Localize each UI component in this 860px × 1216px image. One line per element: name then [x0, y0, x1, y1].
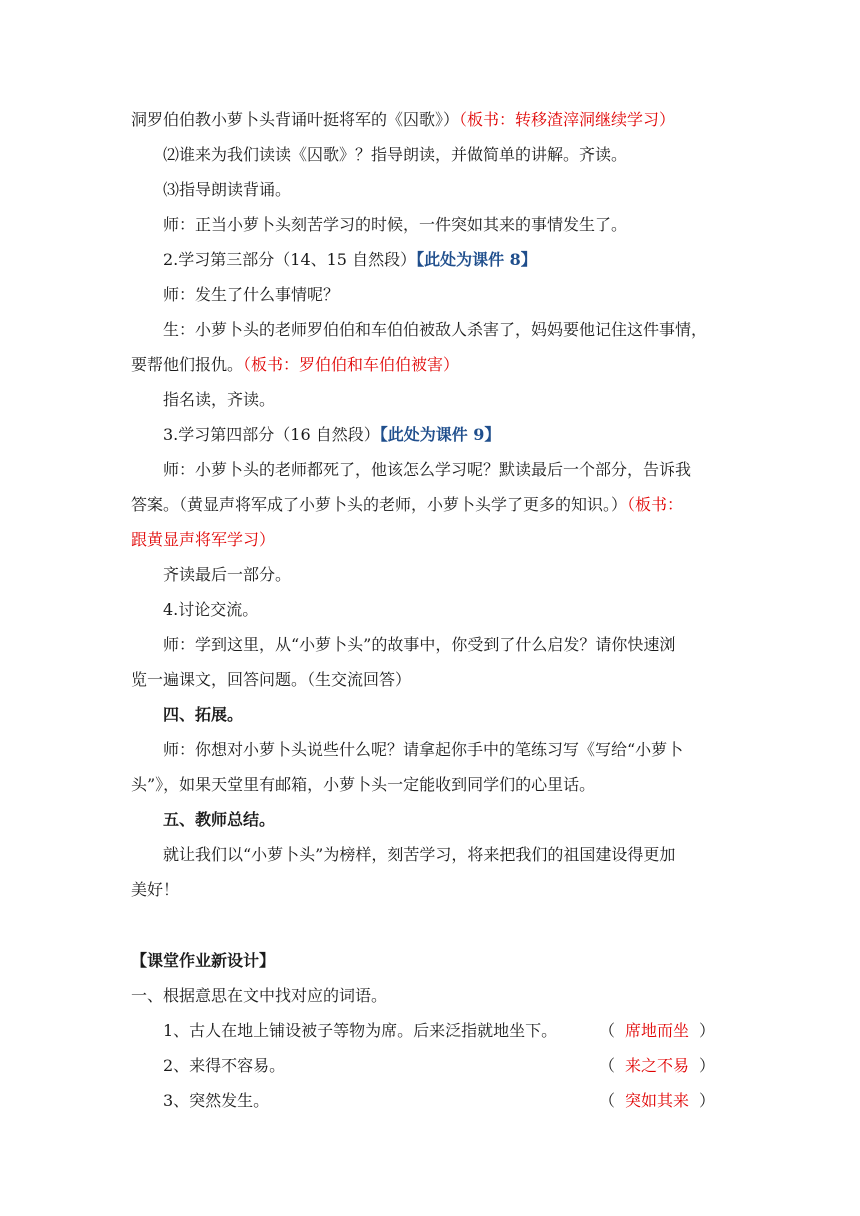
text-segment: ⑶指导朗读背诵。: [163, 180, 292, 199]
text-line: [131, 417, 731, 452]
answer-text: 席地而坐: [625, 1021, 690, 1040]
homework-title: 【课堂作业新设计】: [131, 951, 276, 970]
section-heading: 五、教师总结。: [163, 810, 276, 829]
text-segment: 头”》，如果天堂里有邮箱，小萝卜头一定能收到同学们的心里话。: [131, 775, 596, 794]
text-line: [131, 487, 731, 522]
text-segment: 2.学习第三部分（14、15 自然段）: [163, 250, 417, 269]
close-paren: ）: [699, 1056, 716, 1075]
text-line: [131, 837, 731, 872]
text-line: [131, 277, 731, 312]
close-paren: ）: [699, 1091, 716, 1110]
text-line: [131, 522, 731, 557]
text-line: [131, 697, 731, 732]
section-heading: 四、拓展。: [163, 705, 244, 724]
lesson-body: [131, 102, 731, 907]
homework-item: [131, 1083, 731, 1118]
document-page: [131, 102, 731, 1118]
close-paren: ）: [699, 1021, 716, 1040]
homework-item: [131, 1013, 731, 1048]
text-line: [131, 452, 731, 487]
board-note: （板书：罗伯伯和车伯伯被害）: [243, 355, 460, 374]
text-line: [131, 732, 731, 767]
text-segment: 师：学到这里，从“小萝卜头”的故事中，你受到了什么启发？请你快速浏: [163, 635, 676, 654]
courseware-note: 【此处为课件 8】: [416, 250, 537, 269]
text-line: [131, 767, 731, 802]
answer-text: 突如其来: [625, 1091, 690, 1110]
text-segment: 齐读最后一部分。: [163, 565, 292, 584]
text-line: [131, 382, 731, 417]
board-note: （板书：: [627, 495, 684, 514]
text-segment: 洞罗伯伯教小萝卜头背诵叶挺将军的《囚歌》）: [131, 110, 460, 129]
text-line: [131, 627, 731, 662]
text-line: [131, 557, 731, 592]
board-note: 跟黄显声将军学习）: [131, 530, 276, 549]
text-line: [131, 102, 731, 137]
text-segment: 答案。（黄显声将军成了小萝卜头的老师，小萝卜头学了更多的知识。）: [131, 495, 628, 514]
homework-item: [131, 1048, 731, 1083]
text-segment: ⑵谁来为我们读读《囚歌》？指导朗读，并做简单的讲解。齐读。: [163, 145, 628, 164]
open-paren: （: [599, 1056, 616, 1075]
homework-item-text: 1、古人在地上铺设被子等物为席。后来泛指就地坐下。: [163, 1021, 558, 1040]
text-segment: 要帮他们报仇。: [131, 355, 244, 374]
text-line: [131, 207, 731, 242]
text-segment: 师：正当小萝卜头刻苦学习的时候，一件突如其来的事情发生了。: [163, 215, 628, 234]
homework-items: [131, 1013, 731, 1118]
answer-blank: [599, 1013, 715, 1048]
text-segment: 师：小萝卜头的老师都死了，他该怎么学习呢？默读最后一个部分，告诉我: [163, 460, 692, 479]
answer-blank: [599, 1048, 715, 1083]
open-paren: （: [599, 1091, 616, 1110]
text-segment: 4.讨论交流。: [163, 600, 259, 619]
text-line: [131, 662, 731, 697]
board-note: （板书：转移渣滓洞继续学习）: [459, 110, 676, 129]
text-segment: 美好！: [131, 880, 180, 899]
answer-blank: [599, 1083, 715, 1118]
text-segment: 就让我们以“小萝卜头”为榜样，刻苦学习，将来把我们的祖国建设得更加: [163, 845, 676, 864]
text-segment: 指名读，齐读。: [163, 390, 276, 409]
text-line: [131, 872, 731, 907]
text-line: [131, 312, 731, 347]
homework-item-text: 2、来得不容易。: [163, 1056, 286, 1075]
text-line: [131, 802, 731, 837]
text-line: [131, 172, 731, 207]
homework-question: 一、根据意思在文中找对应的词语。: [131, 986, 388, 1005]
text-segment: 览一遍课文，回答问题。（生交流回答）: [131, 670, 412, 689]
text-line: [131, 592, 731, 627]
text-segment: 师：你想对小萝卜头说些什么呢？请拿起你手中的笔练习写《写给“小萝卜: [163, 740, 684, 759]
answer-text: 来之不易: [625, 1056, 690, 1075]
text-line: [131, 347, 731, 382]
text-segment: 师：发生了什么事情呢？: [163, 285, 340, 304]
homework-item-text: 3、突然发生。: [163, 1091, 270, 1110]
text-line: [131, 242, 731, 277]
section-gap: [131, 907, 731, 943]
open-paren: （: [599, 1021, 616, 1040]
text-segment: 生：小萝卜头的老师罗伯伯和车伯伯被敌人杀害了，妈妈要他记住这件事情，: [163, 320, 708, 339]
text-line: [131, 137, 731, 172]
text-segment: 3.学习第四部分（16 自然段）: [163, 425, 380, 444]
courseware-note: 【此处为课件 9】: [379, 425, 501, 444]
